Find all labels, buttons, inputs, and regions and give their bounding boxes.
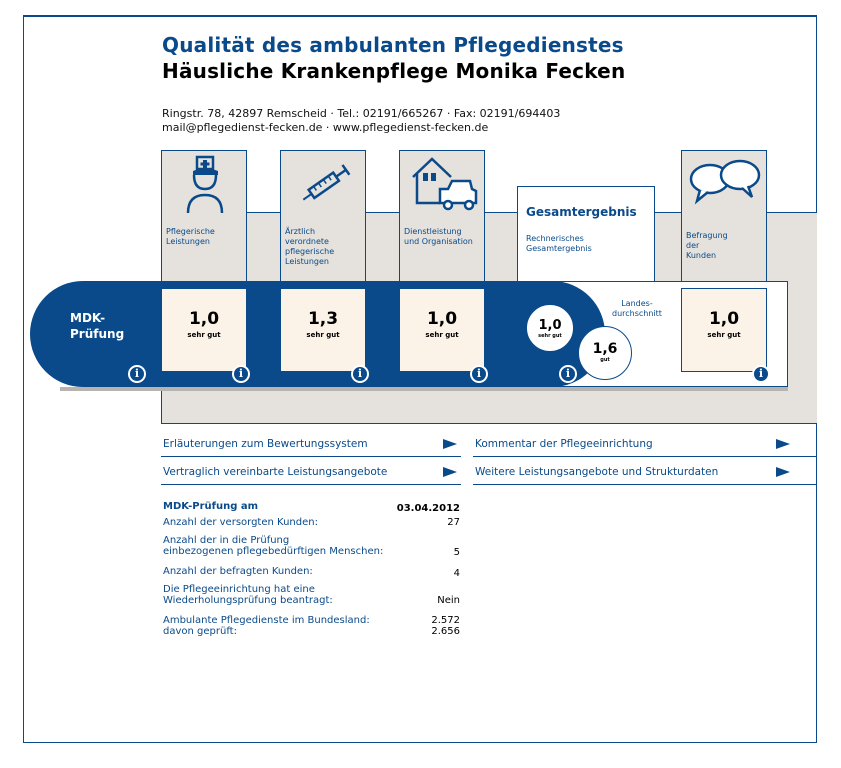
category-aerztlich-verordnete bbox=[280, 150, 366, 285]
category-befragung bbox=[681, 150, 767, 285]
link-kommentar[interactable] bbox=[473, 430, 817, 457]
info-icon[interactable]: i bbox=[470, 365, 488, 383]
detail-date-value: 03.04.2012 bbox=[396, 503, 460, 514]
house-car-icon bbox=[410, 155, 480, 213]
page-title: Qualität des ambulanten Pflegedienstes bbox=[162, 33, 624, 57]
link-leistungsangebote[interactable] bbox=[161, 458, 461, 485]
link-label: Weitere Leistungsangebote und Strukturdaten bbox=[475, 466, 719, 478]
info-icon[interactable]: i bbox=[752, 365, 770, 383]
landes-value: 1,6 bbox=[592, 341, 618, 357]
syringe-icon bbox=[295, 159, 357, 211]
category-label: Dienstleistung und Organisation bbox=[404, 227, 473, 246]
detail-label: Anzahl der in die Prüfung einbezogenen pflegebedürftigen Menschen: bbox=[163, 535, 384, 557]
overall-value: 1,0 bbox=[538, 318, 562, 333]
band-shadow bbox=[30, 387, 788, 391]
arrow-right-icon bbox=[776, 439, 790, 449]
score-dienstleistung bbox=[399, 288, 485, 372]
landes-note: gut bbox=[600, 357, 610, 363]
provider-name: Häusliche Krankenpflege Monika Fecken bbox=[162, 59, 626, 83]
link-label: Erläuterungen zum Bewertungssystem bbox=[163, 438, 368, 450]
score-pflegerische bbox=[161, 288, 247, 372]
detail-value: 4 bbox=[453, 568, 460, 579]
arrow-right-icon bbox=[443, 467, 457, 477]
link-label: Kommentar der Pflegeeinrichtung bbox=[475, 438, 653, 450]
contact-line: mail@pflegedienst-fecken.de · www.pflegedienst-fecken.de bbox=[162, 121, 489, 134]
category-label: Ärztlich verordnete pflegerische Leistungen bbox=[285, 227, 335, 266]
detail-value: Nein bbox=[437, 595, 460, 606]
landesdurchschnitt-label: Landes- durchschnitt bbox=[612, 299, 662, 318]
overall-note: sehr gut bbox=[538, 333, 562, 339]
score-note: sehr gut bbox=[425, 331, 459, 339]
detail-label: Anzahl der versorgten Kunden: bbox=[163, 517, 318, 528]
score-aerztlich bbox=[280, 288, 366, 372]
category-label: Pflegerische Leistungen bbox=[166, 227, 215, 246]
speech-bubbles-icon bbox=[688, 157, 764, 207]
score-value: 1,0 bbox=[188, 309, 220, 329]
gesamtergebnis-heading: Gesamtergebnis bbox=[526, 205, 637, 219]
score-note: sehr gut bbox=[187, 331, 221, 339]
link-label: Vertraglich vereinbarte Leistungsangebote bbox=[163, 466, 388, 478]
score-note: sehr gut bbox=[707, 331, 741, 339]
score-befragung bbox=[681, 288, 767, 372]
detail-label: Anzahl der befragten Kunden: bbox=[163, 566, 313, 577]
overall-score-circle bbox=[526, 304, 574, 352]
info-icon[interactable]: i bbox=[351, 365, 369, 383]
score-value: 1,0 bbox=[426, 309, 458, 329]
score-value: 1,3 bbox=[307, 309, 339, 329]
arrow-right-icon bbox=[443, 439, 457, 449]
nurse-icon bbox=[184, 155, 228, 215]
info-icon[interactable]: i bbox=[232, 365, 250, 383]
category-label: Befragung der Kunden bbox=[686, 231, 728, 260]
grey-band-bottom bbox=[161, 423, 817, 424]
score-value: 1,0 bbox=[708, 309, 740, 329]
category-pflegerische-leistungen bbox=[161, 150, 247, 285]
address-line: Ringstr. 78, 42897 Remscheid · Tel.: 02191/665267 · Fax: 02191/694403 bbox=[162, 107, 561, 120]
detail-value: 5 bbox=[453, 547, 460, 558]
detail-label: Die Pflegeeinrichtung hat eine Wiederholungsprüfung beantragt: bbox=[163, 584, 333, 606]
category-dienstleistung bbox=[399, 150, 485, 285]
gesamtergebnis-box bbox=[517, 186, 655, 296]
gesamtergebnis-sub: Rechnerisches Gesamtergebnis bbox=[526, 234, 592, 253]
detail-label: Ambulante Pflegedienste im Bundesland: davon geprüft: bbox=[163, 615, 370, 637]
detail-value: 2.572 2.656 bbox=[431, 615, 460, 637]
info-icon[interactable]: i bbox=[128, 365, 146, 383]
link-strukturdaten[interactable] bbox=[473, 458, 817, 485]
info-icon[interactable]: i bbox=[559, 365, 577, 383]
landesdurchschnitt-circle bbox=[578, 326, 632, 380]
arrow-right-icon bbox=[776, 467, 790, 477]
score-note: sehr gut bbox=[306, 331, 340, 339]
mdk-label: MDK- Prüfung bbox=[70, 311, 125, 341]
detail-date-label: MDK-Prüfung am bbox=[163, 501, 259, 512]
detail-value: 27 bbox=[447, 517, 460, 528]
link-bewertungssystem[interactable] bbox=[161, 430, 461, 457]
